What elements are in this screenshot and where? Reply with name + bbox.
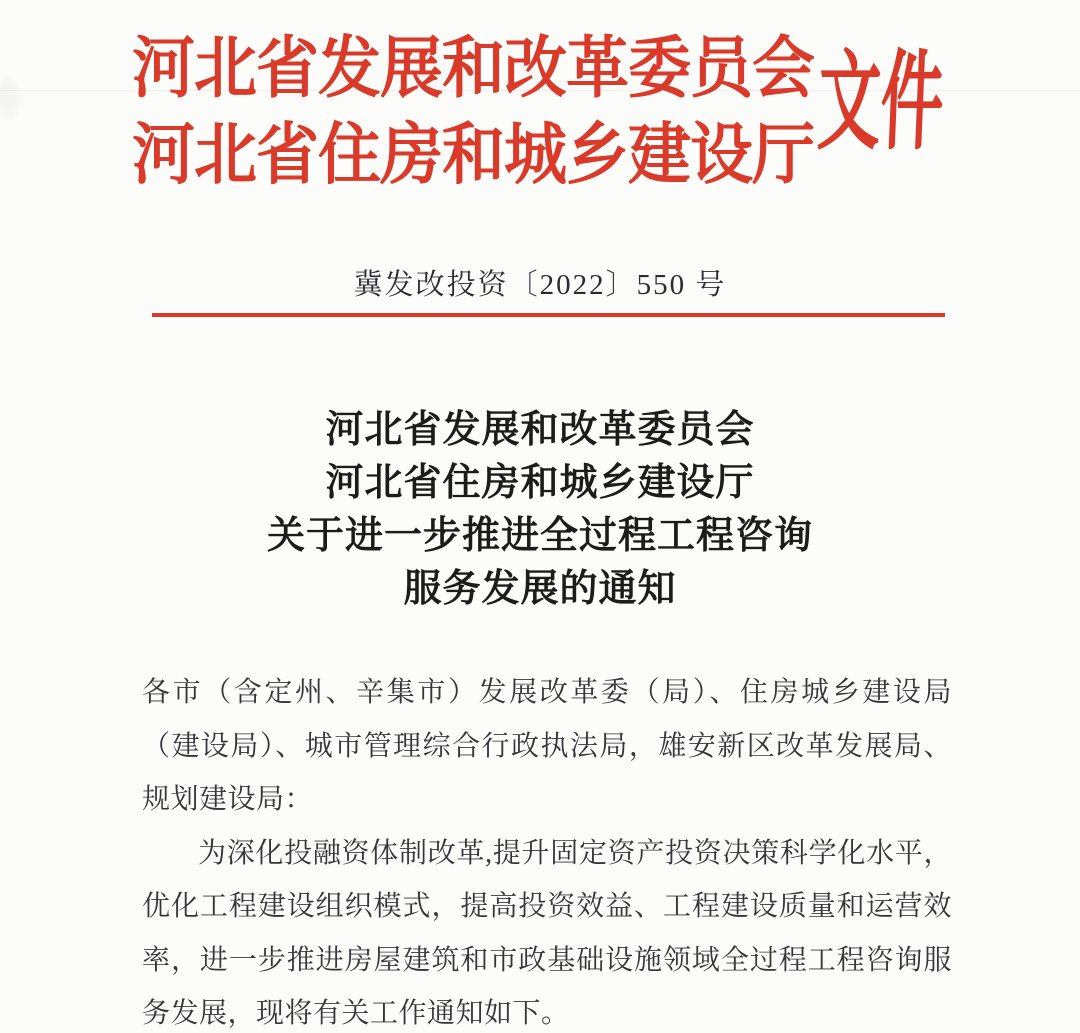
intro-paragraph: 为深化投融资体制改革,提升固定资产投资决策科学化水平，优化工程建设组织模式，提高投资效益、工程建设质量和运营效率，进一步推进房屋建筑和市政基础设施领域全过程工程咨询服务发展，现将有关工作通知如下。 [142,837,952,1029]
reference-number: 冀发改投资〔2022〕550 号 [353,269,727,301]
document-title [0,404,1080,616]
title-line-2: 河北省住房和城乡建设厅 [325,462,755,504]
title-line-3: 关于进一步推进全过程工程咨询 [266,515,813,557]
letterhead [0,30,1080,194]
addressees-paragraph: 各市（含定州、辛集市）发展改革委（局）、住房城乡建设局（建设局）、城市管理综合行政执法局，雄安新区改革发展局、规划建设局： [142,677,952,815]
document-body [142,666,952,1033]
red-separator-line [152,313,945,317]
title-line-1: 河北省发展和改革委员会 [325,409,755,451]
agency-line-2: 河北省住房和城乡建设厅 [132,118,814,193]
document-type-label: 文件 [815,44,946,163]
title-line-4: 服务发展的通知 [403,568,677,610]
issuing-agencies [132,25,814,199]
agency-line-1: 河北省发展和改革委员会 [132,31,814,106]
